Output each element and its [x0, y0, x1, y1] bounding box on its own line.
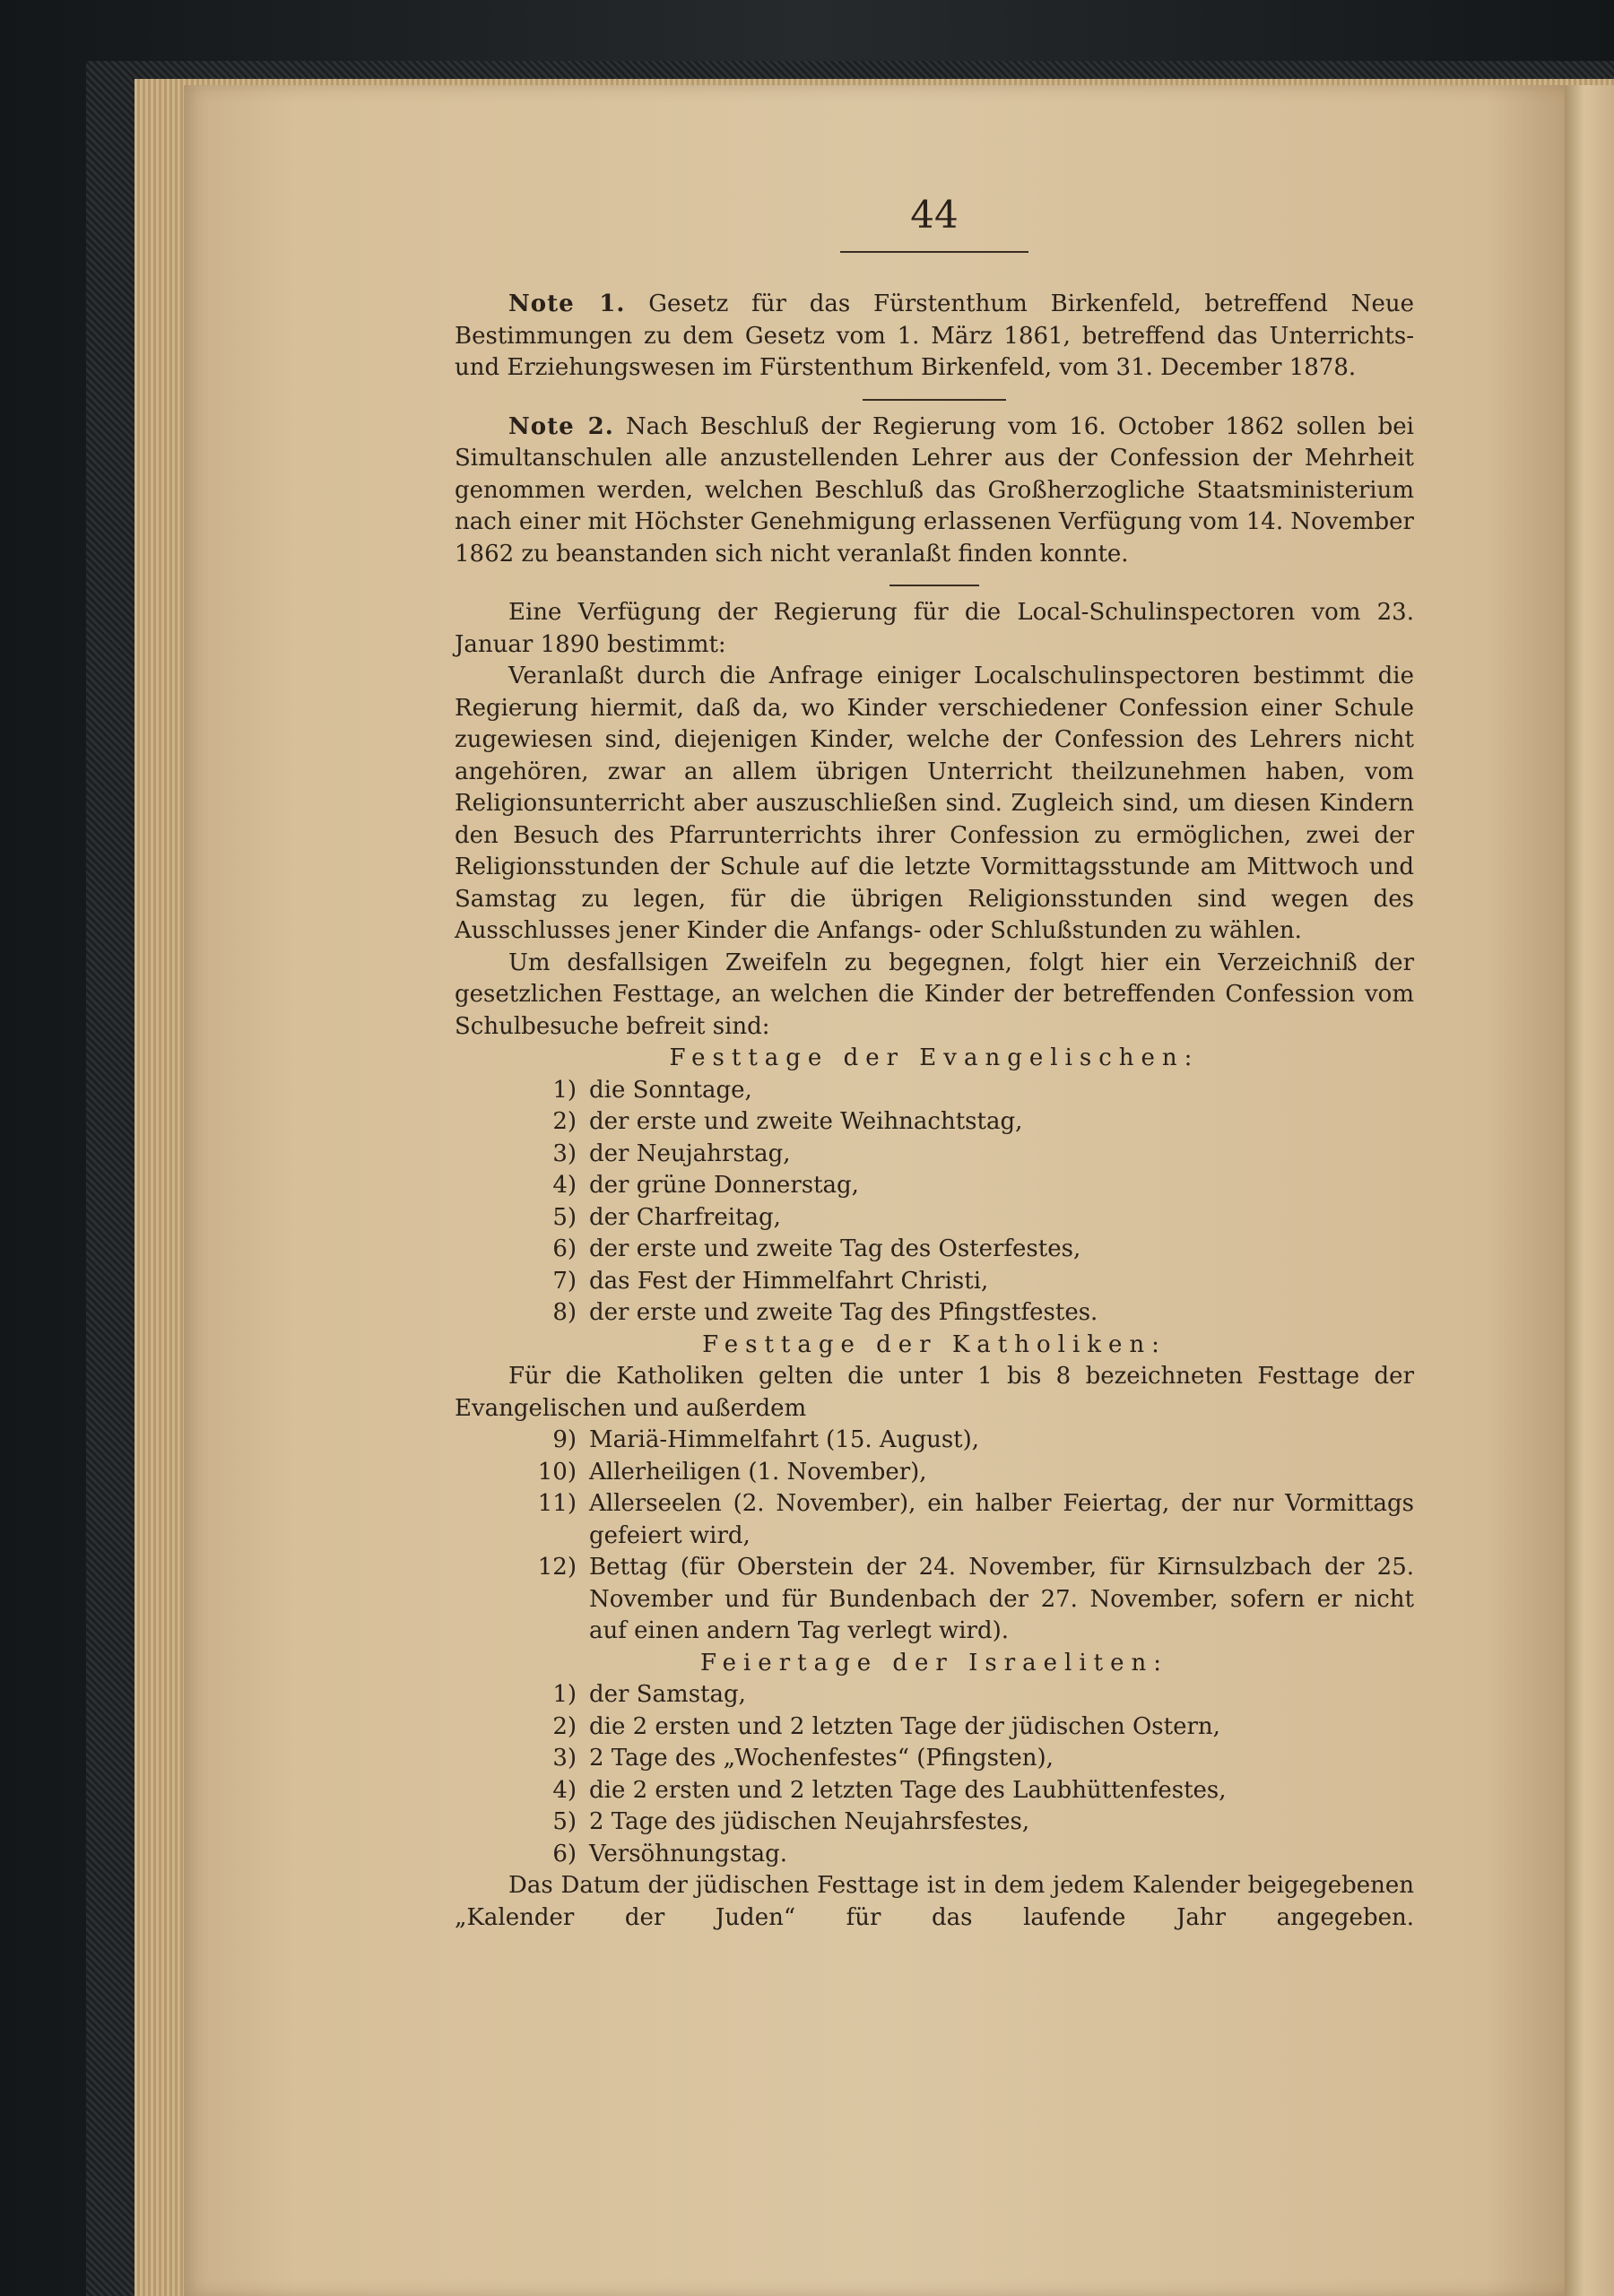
- item-text: das Fest der Himmelfahrt Christi,: [589, 1267, 989, 1295]
- item-number: 9): [552, 1426, 577, 1453]
- list-item: [455, 1679, 1414, 1711]
- note-2-text: Nach Beschluß der Regierung vom 16. October 1862 sollen bei Simultanschulen alle anzustellenden Lehrer aus der Confession der Mehrheit genommen werden, welchen Beschluß das Großherzogliche Staatsministerium nach einer mit Höchster Genehmigung erlassenen Verfügung vom 14. November 1862 zu beanstanden sich nicht veranlaßt finden konnte.: [455, 412, 1414, 568]
- header-rule: [840, 251, 1028, 253]
- item-number: 12): [537, 1554, 577, 1581]
- item-text: Mariä-Himmelfahrt (15. August),: [589, 1426, 980, 1453]
- evangelical-list: [455, 1075, 1414, 1330]
- page-text: [455, 188, 1414, 1934]
- decree-intro: Eine Verfügung der Regierung für die Local-Schulinspectoren vom 23. Januar 1890 bestimmt:: [455, 599, 1414, 658]
- list-item: [455, 1806, 1414, 1839]
- item-number: 1): [552, 1681, 577, 1708]
- note-2: [455, 412, 1414, 571]
- list-item: [455, 1488, 1414, 1552]
- item-text: 2 Tage des „Wochenfestes“ (Pfingsten),: [589, 1745, 1054, 1772]
- item-text: der Charfreitag,: [589, 1203, 781, 1231]
- item-text: der grüne Donnerstag,: [589, 1172, 859, 1199]
- note-1-text: Gesetz für das Fürstenthum Birkenfeld, betreffend Neue Bestimmungen zu dem Gesetz vom 1. März 1861, betreffend das Unterrichts- und Erziehungswesen im Fürstenthum Birkenfeld, vom 31. December 1878.: [455, 290, 1415, 381]
- item-text: die 2 ersten und 2 letzten Tage der jüdischen Ostern,: [589, 1712, 1220, 1740]
- list-item: [455, 1425, 1414, 1457]
- list-item: [455, 1775, 1414, 1807]
- item-number: 2): [552, 1712, 577, 1740]
- item-text: Bettag (für Oberstein der 24. November, für Kirnsulzbach der 25. November und für Bundenbach der 27. November, sofern er nicht auf einen andern Tag verlegt wird).: [589, 1554, 1414, 1644]
- list-item: [455, 1075, 1414, 1107]
- catholic-intro: Für die Katholiken gelten die unter 1 bis 8 bezeichneten Festtage der Evangelischen und außerdem: [455, 1363, 1414, 1422]
- item-text: der Samstag,: [589, 1681, 746, 1708]
- item-number: 6): [552, 1235, 577, 1262]
- page-gutter: [1565, 85, 1614, 2296]
- page-number: 44: [910, 193, 959, 237]
- closing-paragraph: Das Datum der jüdischen Festtage ist in dem jedem Kalender beigegebenen „Kalender der Juden“ für das laufende Jahr angegeben.: [455, 1872, 1414, 1931]
- item-text: die 2 ersten und 2 letzten Tage des Laubhüttenfestes,: [589, 1776, 1227, 1804]
- divider: [889, 585, 979, 586]
- item-number: 7): [552, 1267, 577, 1295]
- note-2-label: Note 2.: [508, 412, 614, 440]
- item-number: 5): [552, 1203, 577, 1231]
- item-text: die Sonntage,: [589, 1076, 752, 1104]
- item-number: 8): [552, 1299, 577, 1326]
- list-item: [455, 1457, 1414, 1489]
- item-number: 4): [552, 1776, 577, 1804]
- item-number: 3): [552, 1745, 577, 1772]
- divider: [863, 399, 1006, 401]
- list-item: [455, 1202, 1414, 1235]
- jewish-list: [455, 1679, 1414, 1870]
- item-text: Versöhnungstag.: [589, 1840, 788, 1867]
- list-item: [455, 1297, 1414, 1330]
- item-number: 11): [537, 1490, 577, 1517]
- item-number: 1): [552, 1076, 577, 1104]
- holidays-intro: Um desfallsigen Zweifeln zu begegnen, folgt hier ein Verzeichniß der gesetzlichen Festtage, an welchen die Kinder der betreffenden Confession vom Schulbesuche befreit sind:: [455, 949, 1414, 1040]
- item-number: 5): [552, 1808, 577, 1835]
- list-item: [455, 1552, 1414, 1648]
- list-item: [455, 1139, 1414, 1171]
- list-item: [455, 1170, 1414, 1202]
- item-text: Allerseelen (2. November), ein halber Feiertag, der nur Vormittags gefeiert wird,: [589, 1490, 1414, 1549]
- item-number: 6): [552, 1840, 577, 1867]
- list-item: [455, 1743, 1414, 1775]
- note-1-label: Note 1.: [508, 290, 626, 317]
- item-text: 2 Tage des jüdischen Neujahrsfestes,: [589, 1808, 1030, 1835]
- item-text: der erste und zweite Tag des Pfingstfestes.: [589, 1299, 1098, 1326]
- item-number: 10): [537, 1458, 577, 1486]
- catholic-list: [455, 1425, 1414, 1648]
- item-text: der erste und zweite Weihnachtstag,: [589, 1108, 1023, 1135]
- item-number: 3): [552, 1139, 577, 1167]
- note-1: [455, 289, 1414, 385]
- item-number: 4): [552, 1172, 577, 1199]
- jewish-heading: Feiertage der Israeliten:: [699, 1649, 1168, 1677]
- list-item: [455, 1266, 1414, 1298]
- list-item: [455, 1839, 1414, 1871]
- item-number: 2): [552, 1108, 577, 1135]
- item-text: der Neujahrstag,: [589, 1139, 791, 1167]
- list-item: [455, 1106, 1414, 1139]
- catholic-heading: Festtage der Katholiken:: [702, 1330, 1167, 1358]
- list-item: [455, 1234, 1414, 1266]
- item-text: der erste und zweite Tag des Osterfestes,: [589, 1235, 1081, 1262]
- decree-body: Veranlaßt durch die Anfrage einiger Localschulinspectoren bestimmt die Regierung hiermit, daß da, wo Kinder verschiedener Confession einer Schule zugewiesen sind, diejenigen Kinder, welche der Confession des Lehrers nicht angehören, zwar an allem übrigen Unterricht theilzunehmen haben, vom Religionsunterricht aber auszuschließen sind. Zugleich sind, um diesen Kindern den Besuch des Pfarrunterrichts ihrer Confession zu ermöglichen, zwei der Religionsstunden der Schule auf die letzte Vormittagsstunde am Mittwoch und Samstag zu legen, für die übrigen Religionsstunden sind wegen des Ausschlusses jener Kinder die Anfangs- oder Schlußstunden zu wählen.: [455, 663, 1414, 944]
- item-text: Allerheiligen (1. November),: [589, 1458, 927, 1486]
- list-item: [455, 1711, 1414, 1744]
- evangelical-heading: Festtage der Evangelischen:: [669, 1044, 1200, 1071]
